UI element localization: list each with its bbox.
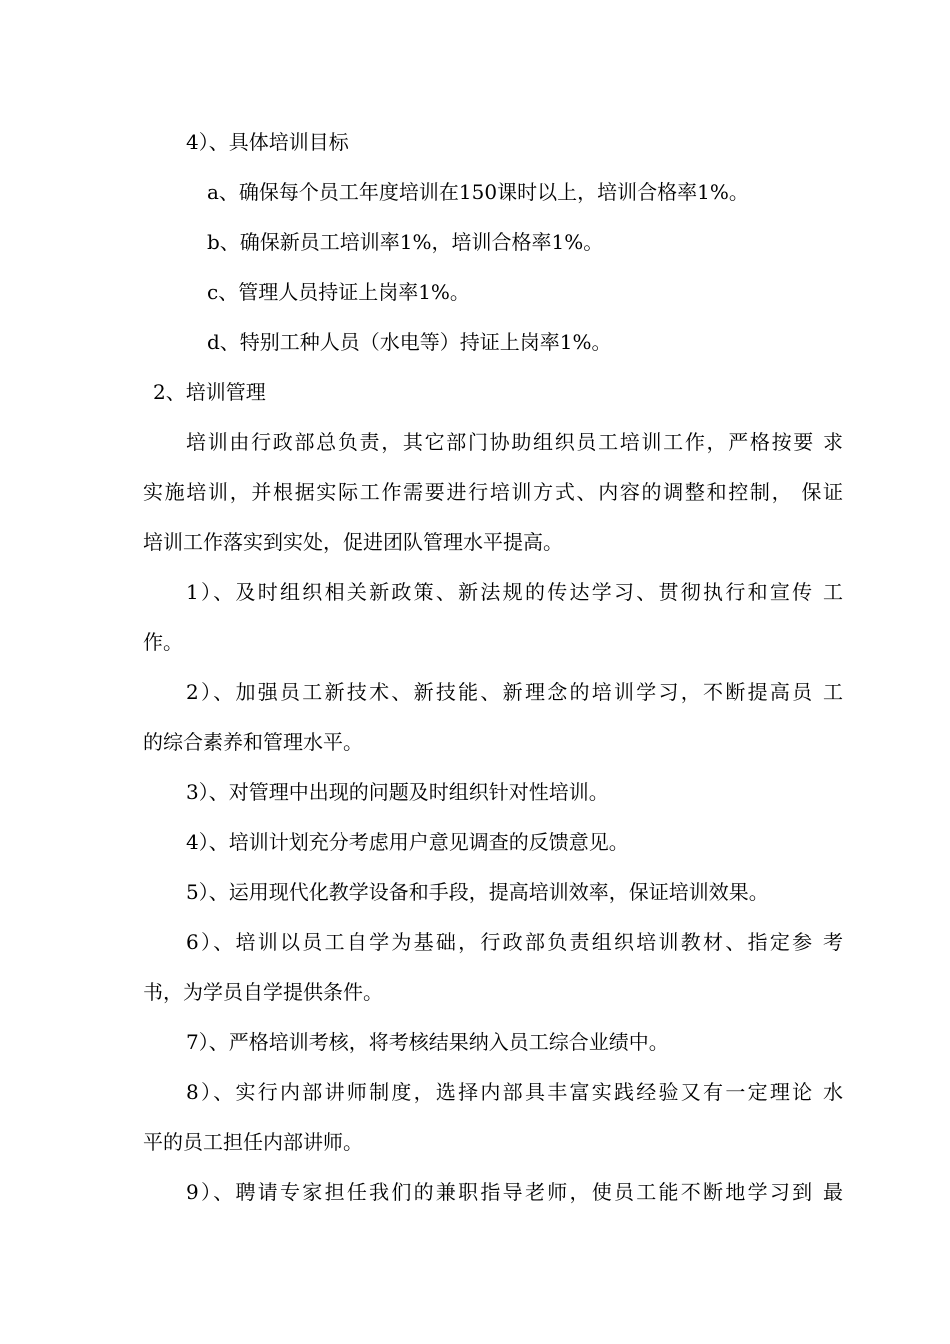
goal-item-c: c、管理人员持证上岗率1%。: [207, 280, 470, 304]
list-item-5: 5）、运用现代化教学设备和手段，提高培训效率，保证培训效果。: [186, 880, 769, 904]
list-item-8-line: 8）、实行内部讲师制度，选择内部具丰富实践经验又有一定理论 水: [186, 1080, 843, 1104]
list-item-2-line: 的综合素养和管理水平。: [143, 730, 363, 754]
paragraph-line: 培训工作落实到实处，促进团队管理水平提高。: [143, 530, 563, 554]
list-item-9-line: 9）、聘请专家担任我们的兼职指导老师，使员工能不断地学习到 最: [186, 1180, 843, 1204]
list-item-6-line: 书，为学员自学提供条件。: [143, 980, 383, 1004]
section-heading-training-goals: 4）、具体培训目标: [186, 130, 349, 154]
goal-item-b: b、确保新员工培训率1%，培训合格率1%。: [207, 230, 604, 254]
section-heading-training-management: 2、培训管理: [153, 380, 266, 404]
list-item-8-line: 平的员工担任内部讲师。: [143, 1130, 363, 1154]
paragraph-line: 培训由行政部总负责，其它部门协助组织员工培训工作，严格按要 求: [186, 430, 843, 454]
list-item-7: 7）、严格培训考核，将考核结果纳入员工综合业绩中。: [186, 1030, 669, 1054]
list-item-3: 3）、对管理中出现的问题及时组织针对性培训。: [186, 780, 609, 804]
goal-item-a: a、确保每个员工年度培训在150课时以上，培训合格率1%。: [207, 180, 749, 204]
paragraph-line: 实施培训，并根据实际工作需要进行培训方式、内容的调整和控制， 保证: [143, 480, 843, 504]
list-item-6-line: 6）、培训以员工自学为基础，行政部负责组织培训教材、指定参 考: [186, 930, 843, 954]
list-item-2-line: 2）、加强员工新技术、新技能、新理念的培训学习，不断提高员 工: [186, 680, 843, 704]
list-item-1-line: 作。: [143, 630, 183, 654]
list-item-1-line: 1）、及时组织相关新政策、新法规的传达学习、贯彻执行和宣传 工: [186, 580, 843, 604]
list-item-4: 4）、培训计划充分考虑用户意见调查的反馈意见。: [186, 830, 629, 854]
goal-item-d: d、特别工种人员（水电等）持证上岗率1%。: [207, 330, 612, 354]
